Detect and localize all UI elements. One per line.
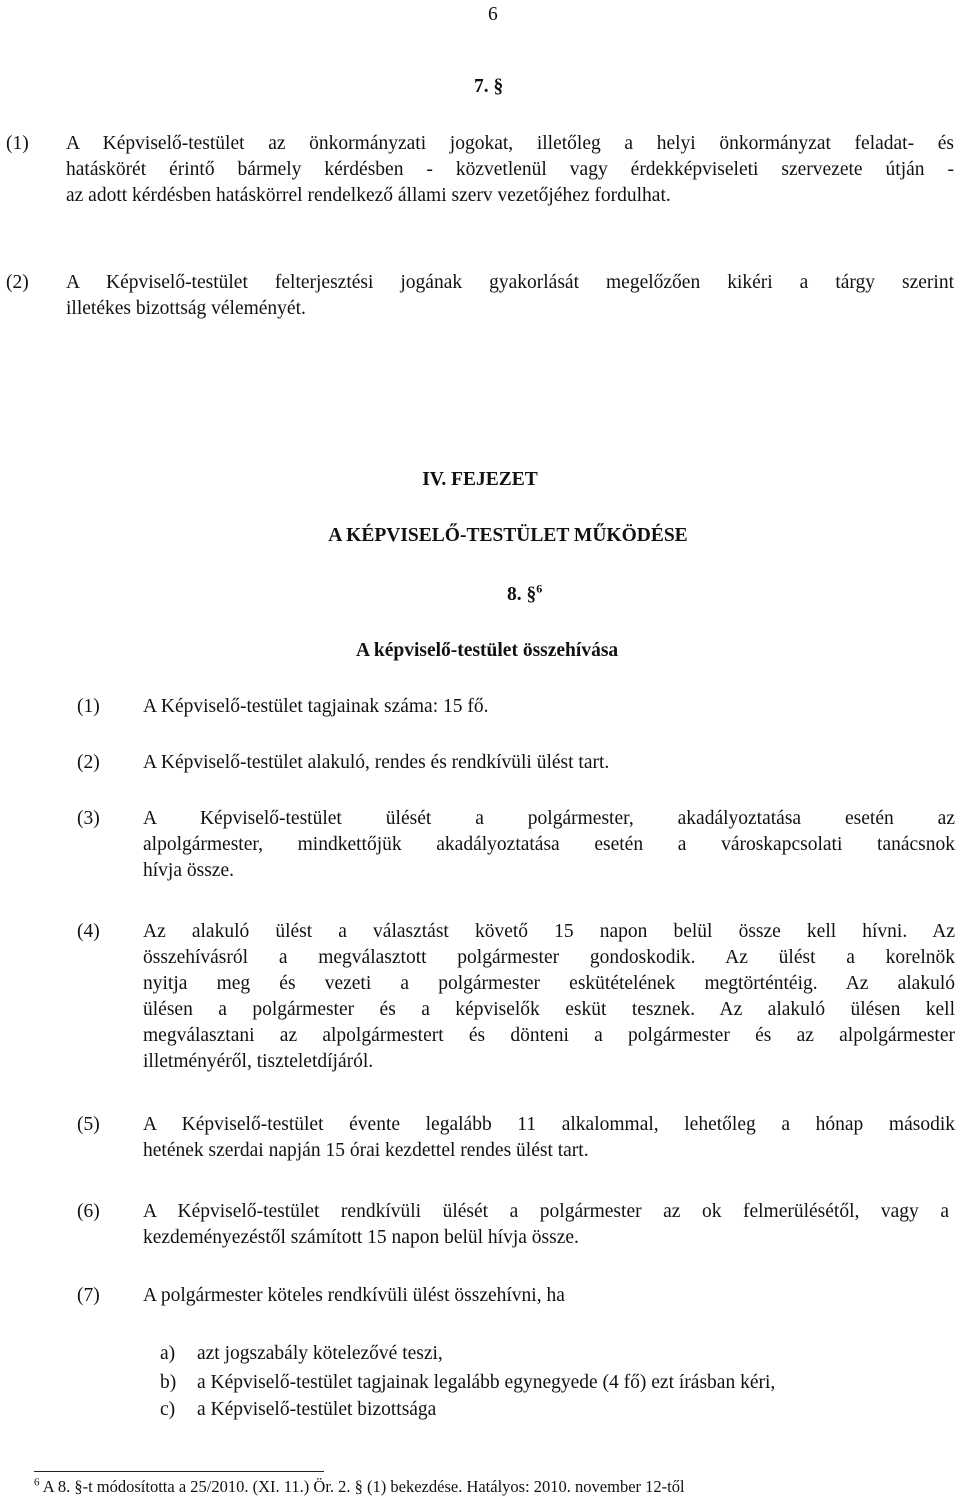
paragraph-line: A Képviselő-testület évente legalább 11 alkalommal, lehetőleg a hónap második [143, 1114, 955, 1135]
paragraph-line: hívja össze. [143, 860, 234, 881]
paragraph-line: A Képviselő-testület felterjesztési jogának gyakorlását megelőzően kikéri a tárgy szerint [66, 272, 954, 293]
page-number: 6 [488, 4, 498, 25]
list-item-letter: c) [160, 1399, 176, 1420]
paragraph-number: (4) [77, 921, 100, 942]
paragraph-number: (2) [6, 272, 29, 293]
paragraph-line: illetékes bizottság véleményét. [66, 298, 306, 319]
list-item-text: a Képviselő-testület bizottsága [197, 1399, 437, 1420]
paragraph-number: (1) [6, 133, 29, 154]
paragraph-line: A Képviselő-testület rendkívüli ülését a polgármester az ok felmerülésétől, vagy a [143, 1201, 949, 1222]
section-8-heading [507, 582, 542, 608]
footnote-number: 6 [34, 1476, 40, 1489]
paragraph-line: hatáskörét érintő bármely kérdésben - közvetlenül vagy érdekképviseleti szervezete útján - [66, 159, 954, 180]
paragraph-line: A Képviselő-testület ülését a polgármester, akadályoztatása esetén az [143, 808, 955, 829]
paragraph-line: nyitja meg és vezeti a polgármester eskütételének megtörténtéig. Az alakuló [143, 973, 955, 994]
paragraph-line: A Képviselő-testület az önkormányzati jogokat, illetőleg a helyi önkormányzat feladat- és [66, 133, 954, 154]
paragraph-line: megválasztani az alpolgármestert és dönteni a polgármester és az alpolgármester [143, 1025, 955, 1046]
paragraph-line: hetének szerdai napján 15 órai kezdettel rendes ülést tart. [143, 1140, 589, 1161]
paragraph-line: ülésen a polgármester és a képviselők esküt tesznek. Az alakuló ülésen kell [143, 999, 955, 1020]
paragraph-line: Az alakuló ülést a választást követő 15 napon belül össze kell hívni. Az [143, 921, 955, 942]
footnote [34, 1476, 685, 1498]
footnote-reference[interactable]: 6 [536, 581, 543, 596]
section-7-heading: 7. § [474, 76, 504, 97]
paragraph-number: (5) [77, 1114, 100, 1135]
list-item-letter: a) [160, 1343, 176, 1364]
paragraph-line: az adott kérdésben hatáskörrel rendelkező állami szerv vezetőjéhez fordulhat. [66, 185, 671, 206]
paragraph-line: illetményéről, tiszteletdíjáról. [143, 1051, 374, 1072]
footnote-separator [34, 1471, 324, 1472]
paragraph-number: (1) [77, 696, 100, 717]
paragraph-number: (7) [77, 1285, 100, 1306]
chapter-title: A KÉPVISELŐ-TESTÜLET MŰKÖDÉSE [328, 525, 688, 546]
paragraph-number: (3) [77, 808, 100, 829]
paragraph-line: alpolgármester, mindkettőjük akadályoztatása esetén a városkapcsolati tanácsnok [143, 834, 955, 855]
paragraph-number: (2) [77, 752, 100, 773]
list-item-text: a Képviselő-testület tagjainak legalább egynegyede (4 fő) ezt írásban kéri, [197, 1372, 776, 1393]
paragraph-line: összehívásról a megválasztott polgármester gondoskodik. Az ülést a korelnök [143, 947, 955, 968]
chapter-number: IV. FEJEZET [422, 469, 538, 490]
paragraph-line: kezdeményezéstől számított 15 napon belül hívja össze. [143, 1227, 579, 1248]
section-8-subtitle: A képviselő-testület összehívása [356, 640, 619, 661]
paragraph-line: A polgármester köteles rendkívüli ülést összehívni, ha [143, 1285, 565, 1306]
paragraph-line: A Képviselő-testület alakuló, rendes és rendkívüli ülést tart. [143, 752, 610, 773]
paragraph-number: (6) [77, 1201, 100, 1222]
section-8-heading-text: 8. § [507, 584, 537, 605]
paragraph-line: A Képviselő-testület tagjainak száma: 15 fő. [143, 696, 489, 717]
footnote-text: A 8. §-t módosította a 25/2010. (XI. 11.) Ör. 2. § (1) bekezdése. Hatályos: 2010. november 12-től [42, 1477, 685, 1496]
list-item-text: azt jogszabály kötelezővé teszi, [197, 1343, 443, 1364]
list-item-letter: b) [160, 1372, 177, 1393]
